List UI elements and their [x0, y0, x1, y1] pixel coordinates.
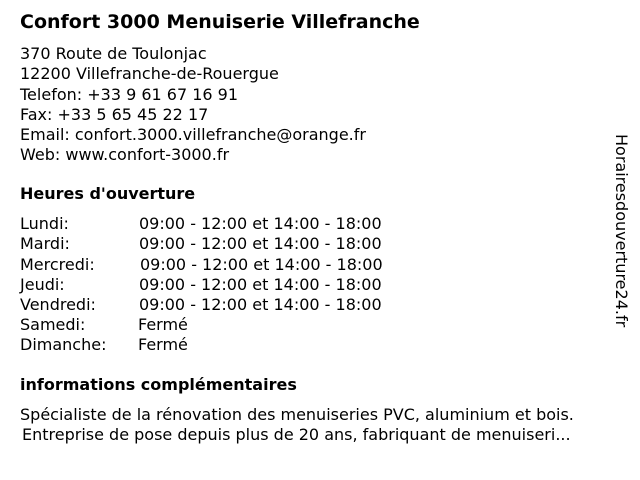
address-street: 370 Route de Toulonjac — [20, 44, 207, 63]
day-hours: 09:00 - 12:00 et 14:00 - 18:00 — [140, 255, 383, 274]
day-label: Mercredi: — [20, 255, 95, 274]
day-hours: Fermé — [138, 315, 188, 334]
day-hours: 09:00 - 12:00 et 14:00 - 18:00 — [139, 295, 382, 314]
description-line-1: Spécialiste de la rénovation des menuiseries PVC, aluminium et bois. — [20, 405, 574, 424]
business-name: Confort 3000 Menuiserie Villefranche — [20, 11, 420, 33]
day-hours: Fermé — [138, 335, 188, 354]
description-line-2: Entreprise de pose depuis plus de 20 ans, fabriquant de menuiseri... — [22, 425, 571, 444]
phone-number: Telefon: +33 9 61 67 16 91 — [20, 85, 239, 104]
day-label: Vendredi: — [20, 295, 96, 314]
day-hours: 09:00 - 12:00 et 14:00 - 18:00 — [139, 214, 382, 233]
address-city: 12200 Villefranche-de-Rouergue — [20, 64, 279, 83]
day-label: Jeudi: — [20, 275, 65, 294]
day-hours: 09:00 - 12:00 et 14:00 - 18:00 — [139, 234, 382, 253]
email-address: Email: confort.3000.villefranche@orange.fr — [20, 125, 366, 144]
fax-number: Fax: +33 5 65 45 22 17 — [20, 105, 209, 124]
day-label: Samedi: — [20, 315, 86, 334]
opening-hours-heading: Heures d'ouverture — [20, 184, 196, 203]
day-label: Mardi: — [20, 234, 70, 253]
day-hours: 09:00 - 12:00 et 14:00 - 18:00 — [139, 275, 382, 294]
additional-info-heading: informations complémentaires — [20, 375, 297, 394]
website: Web: www.confort-3000.fr — [20, 145, 230, 164]
watermark-text: Horairesdouverture24.fr — [612, 134, 631, 328]
day-label: Dimanche: — [20, 335, 107, 354]
day-label: Lundi: — [20, 214, 69, 233]
